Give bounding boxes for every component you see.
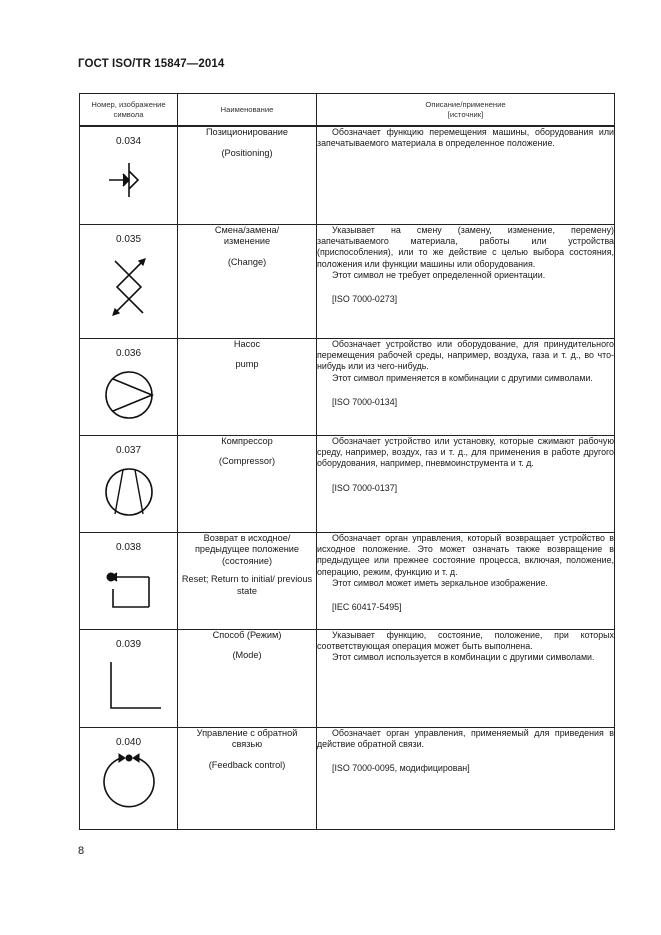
name-cell xyxy=(178,224,317,338)
symbol-number: 0.034 xyxy=(115,136,142,147)
symbol-name-en: (Positioning) xyxy=(221,147,273,158)
symbol-name-en: (Compressor) xyxy=(218,456,276,466)
name-cell xyxy=(178,727,317,829)
symbol-cell xyxy=(80,629,178,727)
feedback-control-icon xyxy=(89,748,169,814)
description-cell xyxy=(317,224,615,338)
symbol-cell xyxy=(80,532,178,629)
symbol-name-en: (Change) xyxy=(227,256,267,267)
symbol-cell xyxy=(80,727,178,829)
description-text: Указывает функцию, состояние, положение, при которых соответствующая операция может быть выполнена. xyxy=(317,629,614,651)
description-cell xyxy=(317,727,615,829)
description-text: Обозначает устройство или оборудование, для принудительного перемещения рабочей среды, например, воздуха, газа и т. д., во что-нибудь или из чего-нибудь. xyxy=(317,338,614,372)
source-reference: [ISO 7000-0134] xyxy=(332,397,398,408)
name-cell xyxy=(178,126,317,224)
source-reference: [ISO 7000-0137] xyxy=(332,482,398,493)
compressor-icon xyxy=(89,456,169,518)
col-header-description xyxy=(317,94,615,127)
page-number: 8 xyxy=(78,845,85,857)
table-row xyxy=(80,224,615,338)
symbol-name-ru: Способ (Режим) xyxy=(212,629,282,640)
name-cell xyxy=(178,338,317,435)
description-cell xyxy=(317,126,615,224)
pump-icon xyxy=(89,359,169,421)
description-cell xyxy=(317,532,615,629)
table-row xyxy=(80,338,615,435)
symbol-name-ru: Компрессор xyxy=(221,435,273,446)
symbol-name-en: pump xyxy=(235,359,259,369)
description-text: Этот символ применяется в комбинации с другими символами. xyxy=(332,372,593,383)
symbol-cell xyxy=(80,435,178,532)
name-cell xyxy=(178,532,317,629)
description-text: Указывает на смену (замену, изменение, перемену) запечатываемого материала, работы или устройства (приспособления), или то же действие с целью выбора состояния, положения или функции машины или оборудования. xyxy=(317,224,614,269)
description-text: Обозначает функцию перемещения машины, оборудования или запечатываемого материала в определенное положение. xyxy=(317,127,614,149)
symbols-table xyxy=(79,93,615,830)
symbol-cell xyxy=(80,224,178,338)
source-reference: [ISO 7000-0095, модифицирован] xyxy=(332,763,470,774)
col-header-number: Номер, изображение символа xyxy=(80,94,178,127)
table-row xyxy=(80,727,615,829)
col-header-description-source: [источник] xyxy=(447,109,484,119)
table-header-row xyxy=(80,94,615,127)
description-text: Обозначает орган управления, который возвращает устройство в исходное положение. Это может означать также возвращение в предыдущее или прежнее состояние процесса, включая, положение, операцию, режим, функцию и т. д. xyxy=(317,532,614,577)
source-reference: [ISO 7000-0273] xyxy=(332,294,398,305)
document-code: ГОСТ ISO/TR 15847—2014 xyxy=(78,58,225,70)
symbol-number: 0.036 xyxy=(115,347,142,359)
table-row xyxy=(80,532,615,629)
symbol-name-en: (Mode) xyxy=(232,650,262,660)
description-cell xyxy=(317,629,615,727)
symbol-number: 0.040 xyxy=(115,736,142,748)
symbol-number: 0.038 xyxy=(115,541,142,553)
col-header-name: Наименование xyxy=(178,94,317,127)
mode-icon xyxy=(89,650,169,716)
table-row xyxy=(80,435,615,532)
symbol-number: 0.039 xyxy=(115,638,142,650)
symbol-name-ru: Смена/замена/изменение xyxy=(214,224,280,246)
source-reference: [IEC 60417-5495] xyxy=(332,602,402,613)
symbol-name-ru: Управление с обратной связью xyxy=(196,727,298,749)
symbol-name-ru: Позиционирование xyxy=(205,127,289,137)
description-cell xyxy=(317,435,615,532)
name-cell xyxy=(178,435,317,532)
description-text: Этот символ используется в комбинации с другими символами. xyxy=(332,652,595,663)
description-text: Этот символ не требует определенной ориентации. xyxy=(332,270,546,281)
reset-icon xyxy=(89,553,169,615)
description-text: Этот символ может иметь зеркальное изображение. xyxy=(332,578,548,589)
symbol-cell xyxy=(80,126,178,224)
symbol-name-ru: Возврат в исходное/ предыдущее положение (состояние) xyxy=(194,532,300,566)
col-header-description-title: Описание/применение xyxy=(425,99,506,109)
table-row xyxy=(80,126,615,224)
symbol-number: 0.035 xyxy=(115,233,142,245)
symbol-name-en: (Feedback control) xyxy=(208,759,286,770)
description-cell xyxy=(317,338,615,435)
description-text: Обозначает устройство или установку, которые сжимают рабочую среду, например, воздух, газ и т. д., для применения в работе другого оборудования, например, пневмоинструмента и т. д. xyxy=(317,435,614,469)
symbol-name-ru: Насос xyxy=(233,338,261,349)
positioning-icon xyxy=(89,147,169,209)
symbol-name-en: Reset; Return to initial/ previous state xyxy=(181,574,313,596)
change-icon xyxy=(89,245,169,325)
name-cell xyxy=(178,629,317,727)
symbol-number: 0.037 xyxy=(115,444,142,456)
symbol-cell xyxy=(80,338,178,435)
table-row xyxy=(80,629,615,727)
description-text: Обозначает орган управления, применяемый для приведения в действие обратной связи. xyxy=(317,727,614,749)
